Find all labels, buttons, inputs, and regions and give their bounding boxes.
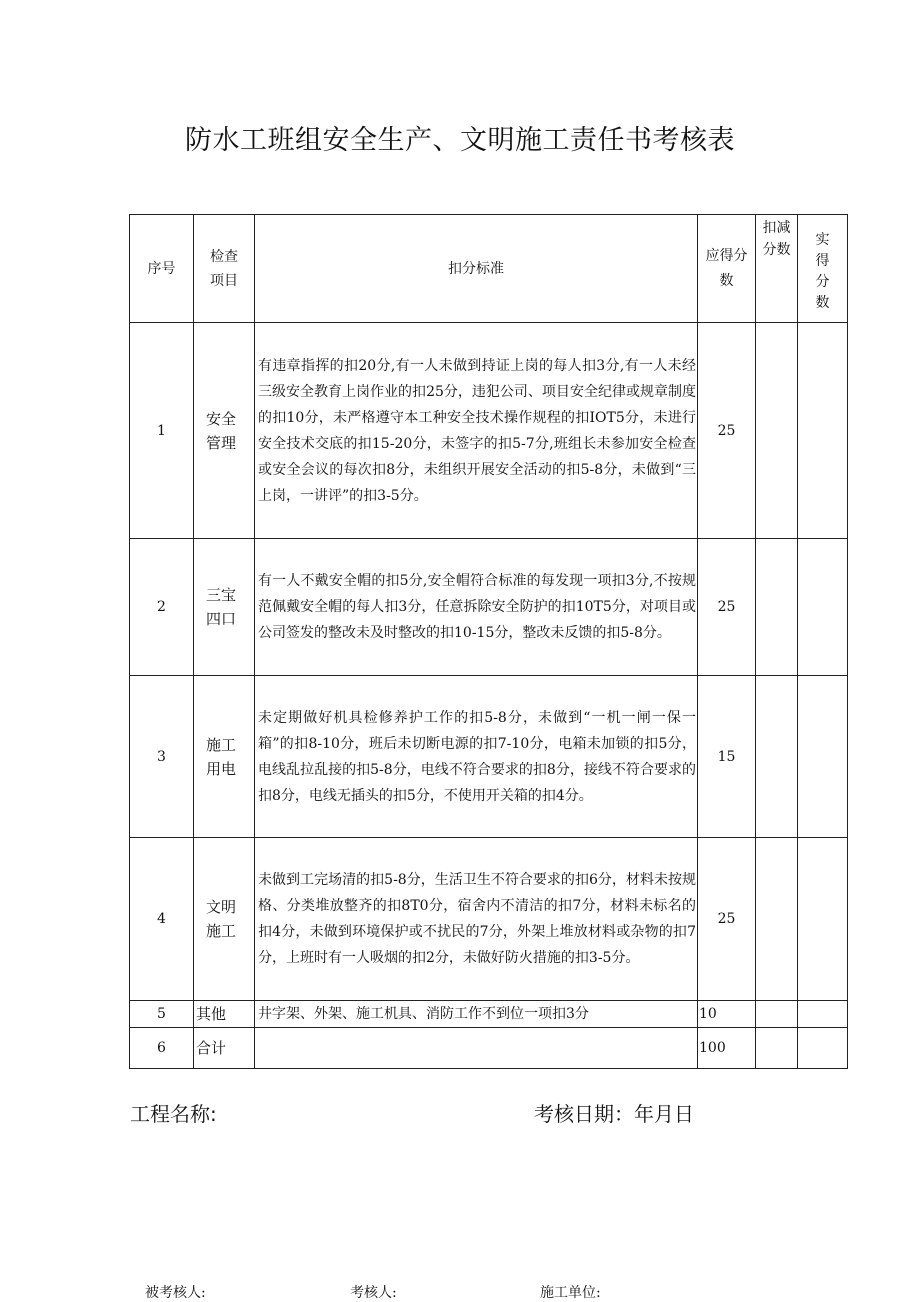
table-row	[130, 676, 848, 838]
row-deduct-cell[interactable]	[756, 1001, 798, 1028]
row-should-score: 10	[698, 1001, 756, 1028]
row-criteria: 井字架、外架、施工机具、消防工作不到位一项扣3分	[255, 1001, 698, 1028]
header-item	[194, 215, 255, 323]
row-item	[194, 323, 255, 539]
row-actual-cell[interactable]	[798, 1028, 848, 1069]
table-row	[130, 539, 848, 676]
row-item-text: 文明施工	[206, 898, 237, 940]
row-item	[194, 539, 255, 676]
row-item: 其他	[194, 1001, 255, 1028]
row-deduct-cell[interactable]	[756, 1028, 798, 1069]
table-header-row	[130, 215, 848, 323]
assessment-table	[129, 214, 848, 1069]
table-row	[130, 323, 848, 539]
assessee-signature-label: 被考核人:	[145, 1285, 206, 1301]
header-deduct-text: 扣减分数	[762, 220, 791, 258]
row-deduct-cell[interactable]	[756, 323, 798, 539]
row-item-text: 三宝四口	[206, 586, 237, 628]
row-deduct-cell[interactable]	[756, 838, 798, 1001]
row-item	[194, 838, 255, 1001]
header-seq: 序号	[130, 215, 194, 323]
row-deduct-cell[interactable]	[756, 539, 798, 676]
table-row	[130, 1001, 848, 1028]
row-should-score: 15	[698, 676, 756, 838]
row-should-score: 100	[698, 1028, 756, 1069]
row-actual-cell[interactable]	[798, 323, 848, 539]
row-criteria: 有一人不戴安全帽的扣5分,安全帽符合标准的每发现一项扣3分,不按规范佩戴安全帽的每人扣3分，任意拆除安全防护的扣10T5分，对项目或公司签发的整改未及时整改的扣10-15分，整改未反馈的扣5-8分。	[255, 539, 698, 676]
row-item: 合计	[194, 1028, 255, 1069]
row-should-score: 25	[698, 838, 756, 1001]
row-seq: 4	[130, 838, 194, 1001]
header-actual-text: 实得分数	[815, 232, 830, 311]
row-item	[194, 676, 255, 838]
project-name-label: 工程名称:	[130, 1102, 217, 1126]
row-actual-cell[interactable]	[798, 676, 848, 838]
row-seq: 3	[130, 676, 194, 838]
row-actual-cell[interactable]	[798, 539, 848, 676]
assessment-date-label: 考核日期：年月日	[534, 1102, 694, 1126]
row-criteria	[255, 1028, 698, 1069]
assessor-signature-label: 考核人:	[350, 1285, 397, 1301]
row-seq: 5	[130, 1001, 194, 1028]
row-criteria: 未做到工完场清的扣5-8分，生活卫生不符合要求的扣6分，材料未按规格、分类堆放整齐的扣8T0分，宿舍内不清洁的扣7分，材料未标名的扣4分，未做到环境保护或不扰民的7分，外架上堆放材料或杂物的扣7分，上班时有一人吸烟的扣2分，未做好防火措施的扣3-5分。	[255, 838, 698, 1001]
row-actual-cell[interactable]	[798, 1001, 848, 1028]
row-should-score: 25	[698, 539, 756, 676]
header-item-text: 检查项目	[210, 248, 238, 289]
row-should-score: 25	[698, 323, 756, 539]
row-seq: 6	[130, 1028, 194, 1069]
row-item-text: 安全管理	[206, 409, 237, 452]
construction-unit-signature-label: 施工单位:	[540, 1285, 601, 1301]
header-deduct	[756, 215, 798, 323]
page-title: 防水工班组安全生产、文明施工责任书考核表	[185, 125, 735, 156]
table-row	[130, 838, 848, 1001]
row-deduct-cell[interactable]	[756, 676, 798, 838]
header-actual	[798, 215, 848, 323]
row-item-text: 施工用电	[206, 735, 237, 778]
row-actual-cell[interactable]	[798, 838, 848, 1001]
row-criteria: 未定期做好机具检修养护工作的扣5-8分，未做到“一机一闸一保一箱”的扣8-10分，班后未切断电源的扣7-10分，电箱未加锁的扣5分，电线乱拉乱接的扣5-8分，电线不符合要求的扣8分，接线不符合要求的扣8分，电线无插头的扣5分，不使用开关箱的扣4分。	[255, 676, 698, 838]
header-should-score	[698, 215, 756, 323]
header-criteria: 扣分标准	[255, 215, 698, 323]
row-criteria: 有违章指挥的扣20分,有一人未做到持证上岗的每人扣3分,有一人未经三级安全教育上岗作业的扣25分，违犯公司、项目安全纪律或规章制度的扣10分，未严格遵守本工种安全技术操作规程的扣IOT5分，未进行安全技术交底的扣15-20分，未签字的扣5-7分,班组长未参加安全检查或安全会议的每次扣8分，未组织开展安全活动的扣5-8分，未做到“三上岗，一讲评”的扣3-5分。	[255, 323, 698, 539]
row-seq: 2	[130, 539, 194, 676]
row-seq: 1	[130, 323, 194, 539]
header-should-score-text: 应得分数	[705, 247, 748, 289]
table-row-total	[130, 1028, 848, 1069]
